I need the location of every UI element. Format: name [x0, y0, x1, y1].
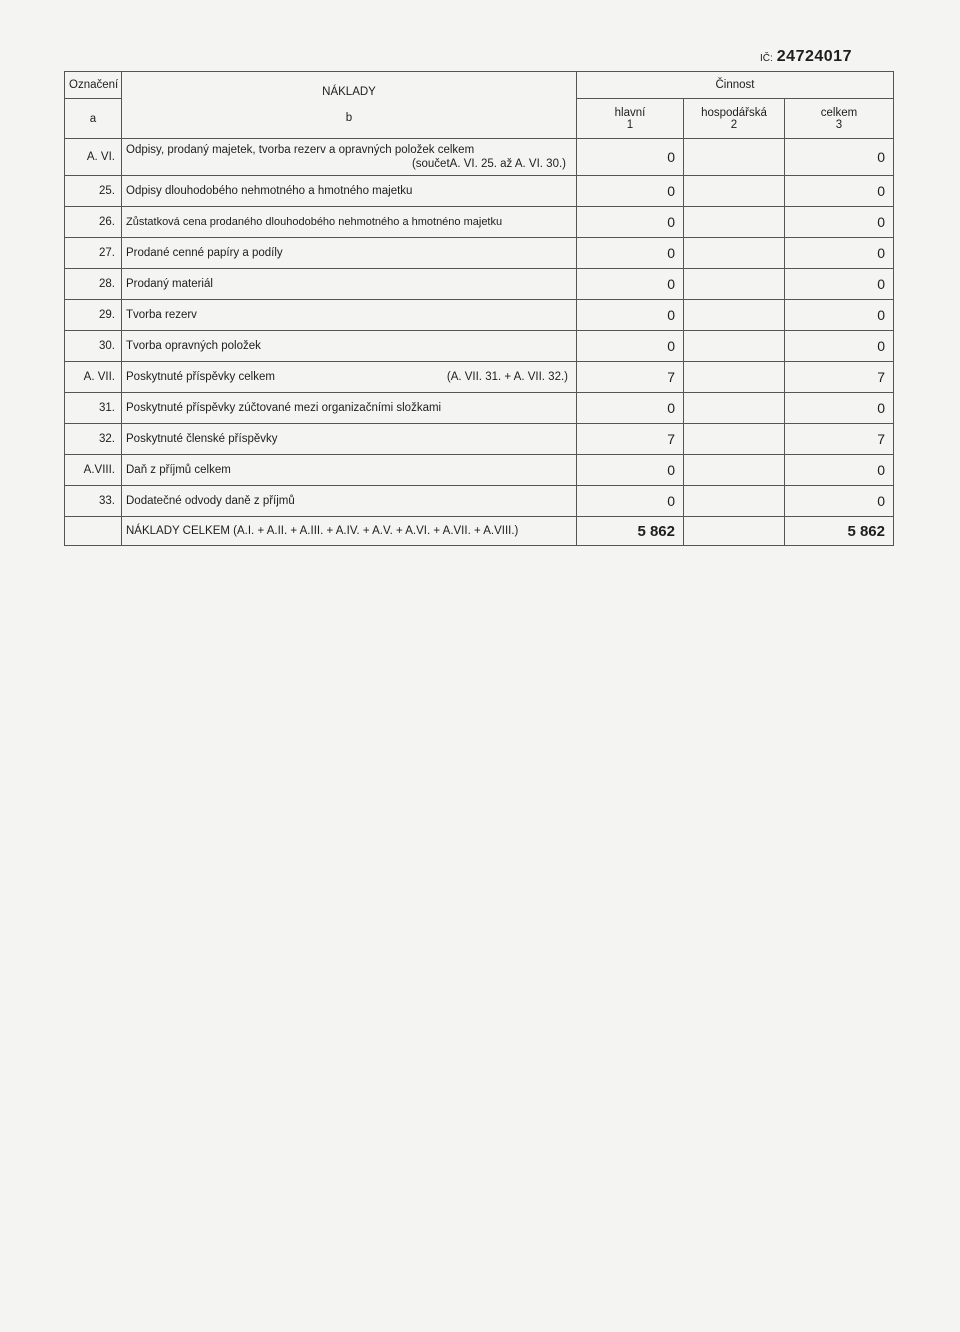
header-celkem: [785, 99, 894, 139]
cell-hlavni: 0: [577, 139, 684, 176]
cell-celkem: 0: [785, 486, 894, 517]
table-row: [65, 139, 894, 176]
header-oznaceni-sub: a: [65, 99, 122, 139]
total-label: NÁKLADY CELKEM (A.I. + A.II. + A.III. + A.IV. + A.V. + A.VI. + A.VII. + A.VIII.): [122, 517, 577, 546]
table-row: [65, 269, 894, 300]
cell-hlavni: 0: [577, 486, 684, 517]
cell-celkem: 0: [785, 300, 894, 331]
row-code: 26.: [65, 207, 122, 238]
total-celkem: 5 862: [785, 517, 894, 546]
row-label: Poskytnuté příspěvky zúčtované mezi organizačními složkami: [122, 393, 577, 424]
row-code: 28.: [65, 269, 122, 300]
cell-hlavni: 0: [577, 300, 684, 331]
cell-hospodarska: [684, 300, 785, 331]
table-row: [65, 207, 894, 238]
cell-celkem: 7: [785, 424, 894, 455]
cell-hlavni: 0: [577, 393, 684, 424]
table-row: [65, 300, 894, 331]
naklady-table: [64, 71, 894, 546]
cell-celkem: 0: [785, 176, 894, 207]
total-hlavni: 5 862: [577, 517, 684, 546]
cell-hospodarska: [684, 455, 785, 486]
cell-hlavni: 0: [577, 269, 684, 300]
row-label: Tvorba opravných položek: [122, 331, 577, 362]
cell-celkem: 7: [785, 362, 894, 393]
ic-number: 24724017: [776, 48, 852, 65]
row-code: 31.: [65, 393, 122, 424]
cell-hlavni: 7: [577, 362, 684, 393]
row-code: 30.: [65, 331, 122, 362]
cell-hlavni: 0: [577, 176, 684, 207]
header-naklady: [122, 72, 577, 139]
row-code: 33.: [65, 486, 122, 517]
cell-hospodarska: [684, 393, 785, 424]
cell-hospodarska: [684, 486, 785, 517]
header-oznaceni: Označení: [65, 72, 122, 99]
table-row: [65, 362, 894, 393]
header-hospodarska-num: 2: [730, 118, 738, 131]
row-code: 27.: [65, 238, 122, 269]
row-label: Tvorba rezerv: [122, 300, 577, 331]
row-label: Prodaný materiál: [122, 269, 577, 300]
header-celkem-label: celkem: [820, 106, 858, 119]
header-celkem-num: 3: [835, 118, 843, 131]
cell-hlavni: 0: [577, 455, 684, 486]
table-row: [65, 331, 894, 362]
table-row: [65, 393, 894, 424]
header-hospodarska: [684, 99, 785, 139]
cell-hospodarska: [684, 331, 785, 362]
row-label: Zůstatková cena prodaného dlouhodobého nehmotného a hmotnéno majetku: [122, 207, 577, 238]
cell-hlavni: 0: [577, 238, 684, 269]
cell-celkem: 0: [785, 455, 894, 486]
cell-hospodarska: [684, 362, 785, 393]
row-label: [122, 362, 577, 393]
row-label: Daň z příjmů celkem: [122, 455, 577, 486]
cell-celkem: 0: [785, 269, 894, 300]
cell-hospodarska: [684, 207, 785, 238]
table-row: [65, 176, 894, 207]
header-hlavni-label: hlavní: [614, 106, 646, 119]
cell-hospodarska: [684, 176, 785, 207]
ic-block: [760, 48, 852, 66]
total-code-empty: [65, 517, 122, 546]
row-code: A. VII.: [65, 362, 122, 393]
cell-celkem: 0: [785, 207, 894, 238]
ic-label: IČ:: [760, 53, 773, 64]
row-formula: (A. VII. 31. + A. VII. 32.): [446, 371, 568, 383]
row-label: [122, 139, 577, 176]
row-label-text: Odpisy, prodaný majetek, tvorba rezerv a opravných položek celkem: [126, 144, 475, 156]
table-row: [65, 486, 894, 517]
cell-hospodarska: [684, 424, 785, 455]
row-label: Poskytnuté členské příspěvky: [122, 424, 577, 455]
row-label: Dodatečné odvody daně z příjmů: [122, 486, 577, 517]
row-code: 32.: [65, 424, 122, 455]
cell-hlavni: 0: [577, 207, 684, 238]
row-code: A. VI.: [65, 139, 122, 176]
cell-hlavni: 0: [577, 331, 684, 362]
row-code: 25.: [65, 176, 122, 207]
header-hlavni: [577, 99, 684, 139]
header-naklady-sub: b: [345, 112, 353, 124]
total-hospodarska: [684, 517, 785, 546]
row-code: 29.: [65, 300, 122, 331]
row-formula: (součetA. VI. 25. až A. VI. 30.): [411, 158, 566, 170]
cell-hlavni: 7: [577, 424, 684, 455]
table-row: [65, 424, 894, 455]
cell-celkem: 0: [785, 331, 894, 362]
cell-hospodarska: [684, 139, 785, 176]
header-hospodarska-label: hospodářská: [701, 106, 767, 119]
table-row: [65, 455, 894, 486]
cell-celkem: 0: [785, 393, 894, 424]
cell-hospodarska: [684, 238, 785, 269]
table-row: [65, 238, 894, 269]
header-hlavni-num: 1: [626, 118, 634, 131]
row-label: Prodané cenné papíry a podíly: [122, 238, 577, 269]
cell-celkem: 0: [785, 139, 894, 176]
total-row: [65, 517, 894, 546]
cell-hospodarska: [684, 269, 785, 300]
header-cinnost: Činnost: [577, 72, 894, 99]
cell-celkem: 0: [785, 238, 894, 269]
row-code: A.VIII.: [65, 455, 122, 486]
header-naklady-label: NÁKLADY: [322, 86, 376, 98]
row-label-text: Poskytnuté příspěvky celkem: [126, 371, 275, 383]
row-label: Odpisy dlouhodobého nehmotného a hmotného majetku: [122, 176, 577, 207]
